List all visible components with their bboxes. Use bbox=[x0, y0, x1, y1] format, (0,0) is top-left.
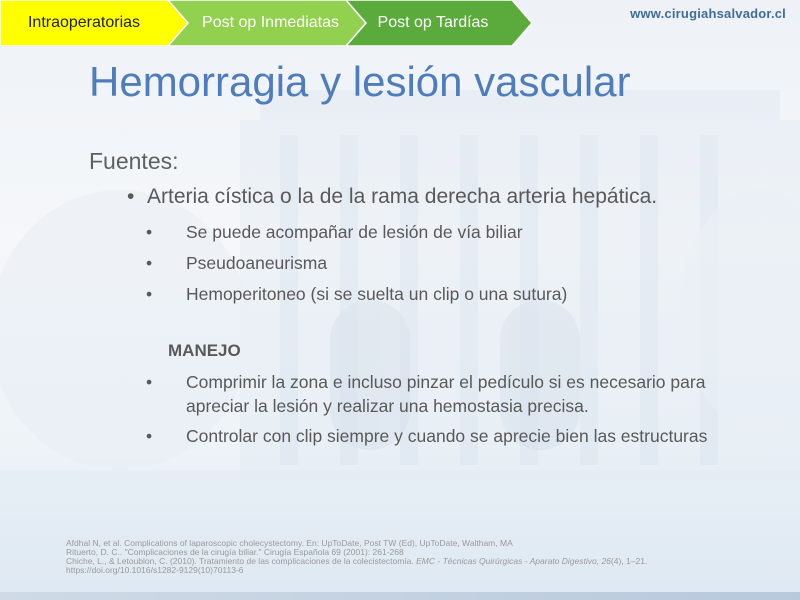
manejo-heading: MANEJO bbox=[168, 341, 241, 360]
main-bullet bbox=[127, 185, 657, 209]
manejo-bullet-text: Comprimir la zona e incluso pinzar el pedículo si es necesario para apreciar la lesión y realizar una hemostasia precisa. bbox=[186, 372, 706, 416]
bullet-glyph: • bbox=[146, 222, 153, 242]
slide-title: Hemorragia y lesión vascular bbox=[89, 58, 631, 105]
sub-bullet bbox=[146, 220, 776, 244]
main-bullet-text: Arteria cística o la de la rama derecha arteria hepática. bbox=[147, 185, 658, 208]
sub-bullet-text: Hemoperitoneo (si se suelta un clip o una sutura) bbox=[186, 284, 568, 304]
references bbox=[66, 539, 766, 575]
manejo-bullet bbox=[146, 370, 766, 418]
reference-text: Chiche, L., & Letoublon, C. (2010). Tratamiento de las complicaciones de la colecistectomía. bbox=[66, 556, 414, 566]
reference-journal: EMC - Técnicas Quirúrgicas - Aparato Digestivo, 26 bbox=[416, 556, 611, 566]
tab-intraoperatorias[interactable]: Intraoperatorias bbox=[27, 14, 141, 31]
tab-post-op-inmediatas[interactable]: Post op Inmediatas bbox=[202, 14, 339, 31]
tab-post-op-tardias[interactable]: Post op Tardías bbox=[377, 14, 489, 31]
sub-bullet bbox=[146, 282, 776, 306]
site-url: www.cirugiahsalvador.cl bbox=[630, 6, 786, 21]
footer-bar bbox=[0, 592, 800, 600]
breadcrumb bbox=[0, 0, 540, 46]
manejo-bullet-text: Controlar con clip siempre y cuando se aprecie bien las estructuras bbox=[186, 426, 708, 446]
sub-bullet bbox=[146, 251, 776, 275]
reference-issue: (4), 1–21. bbox=[610, 556, 648, 566]
reference-doi: https://doi.org/10.1016/s1282-9129(10)70113-6 bbox=[66, 565, 244, 575]
bullet-glyph: • bbox=[146, 372, 153, 392]
sub-bullet-text: Pseudoaneurisma bbox=[186, 253, 328, 273]
manejo-bullet bbox=[146, 424, 746, 448]
bullet-glyph: • bbox=[146, 284, 153, 304]
section-label: Fuentes: bbox=[89, 148, 179, 174]
sub-bullet-text: Se puede acompañar de lesión de vía biliar bbox=[186, 222, 523, 242]
reference-line: Rituerto, D. C.. "Complicaciones de la cirugía biliar." Cirugía Española 69 (2001): 261-268 bbox=[66, 547, 404, 557]
bullet-glyph: • bbox=[146, 426, 153, 446]
bullet-glyph: • bbox=[127, 185, 135, 208]
reference-line: Afdhal N, et al. Complications of laparoscopic cholecystectomy. En: UpToDate, Post TW (Ed), UpToDate, Waltham, MA bbox=[66, 538, 513, 548]
bullet-glyph: • bbox=[146, 253, 153, 273]
